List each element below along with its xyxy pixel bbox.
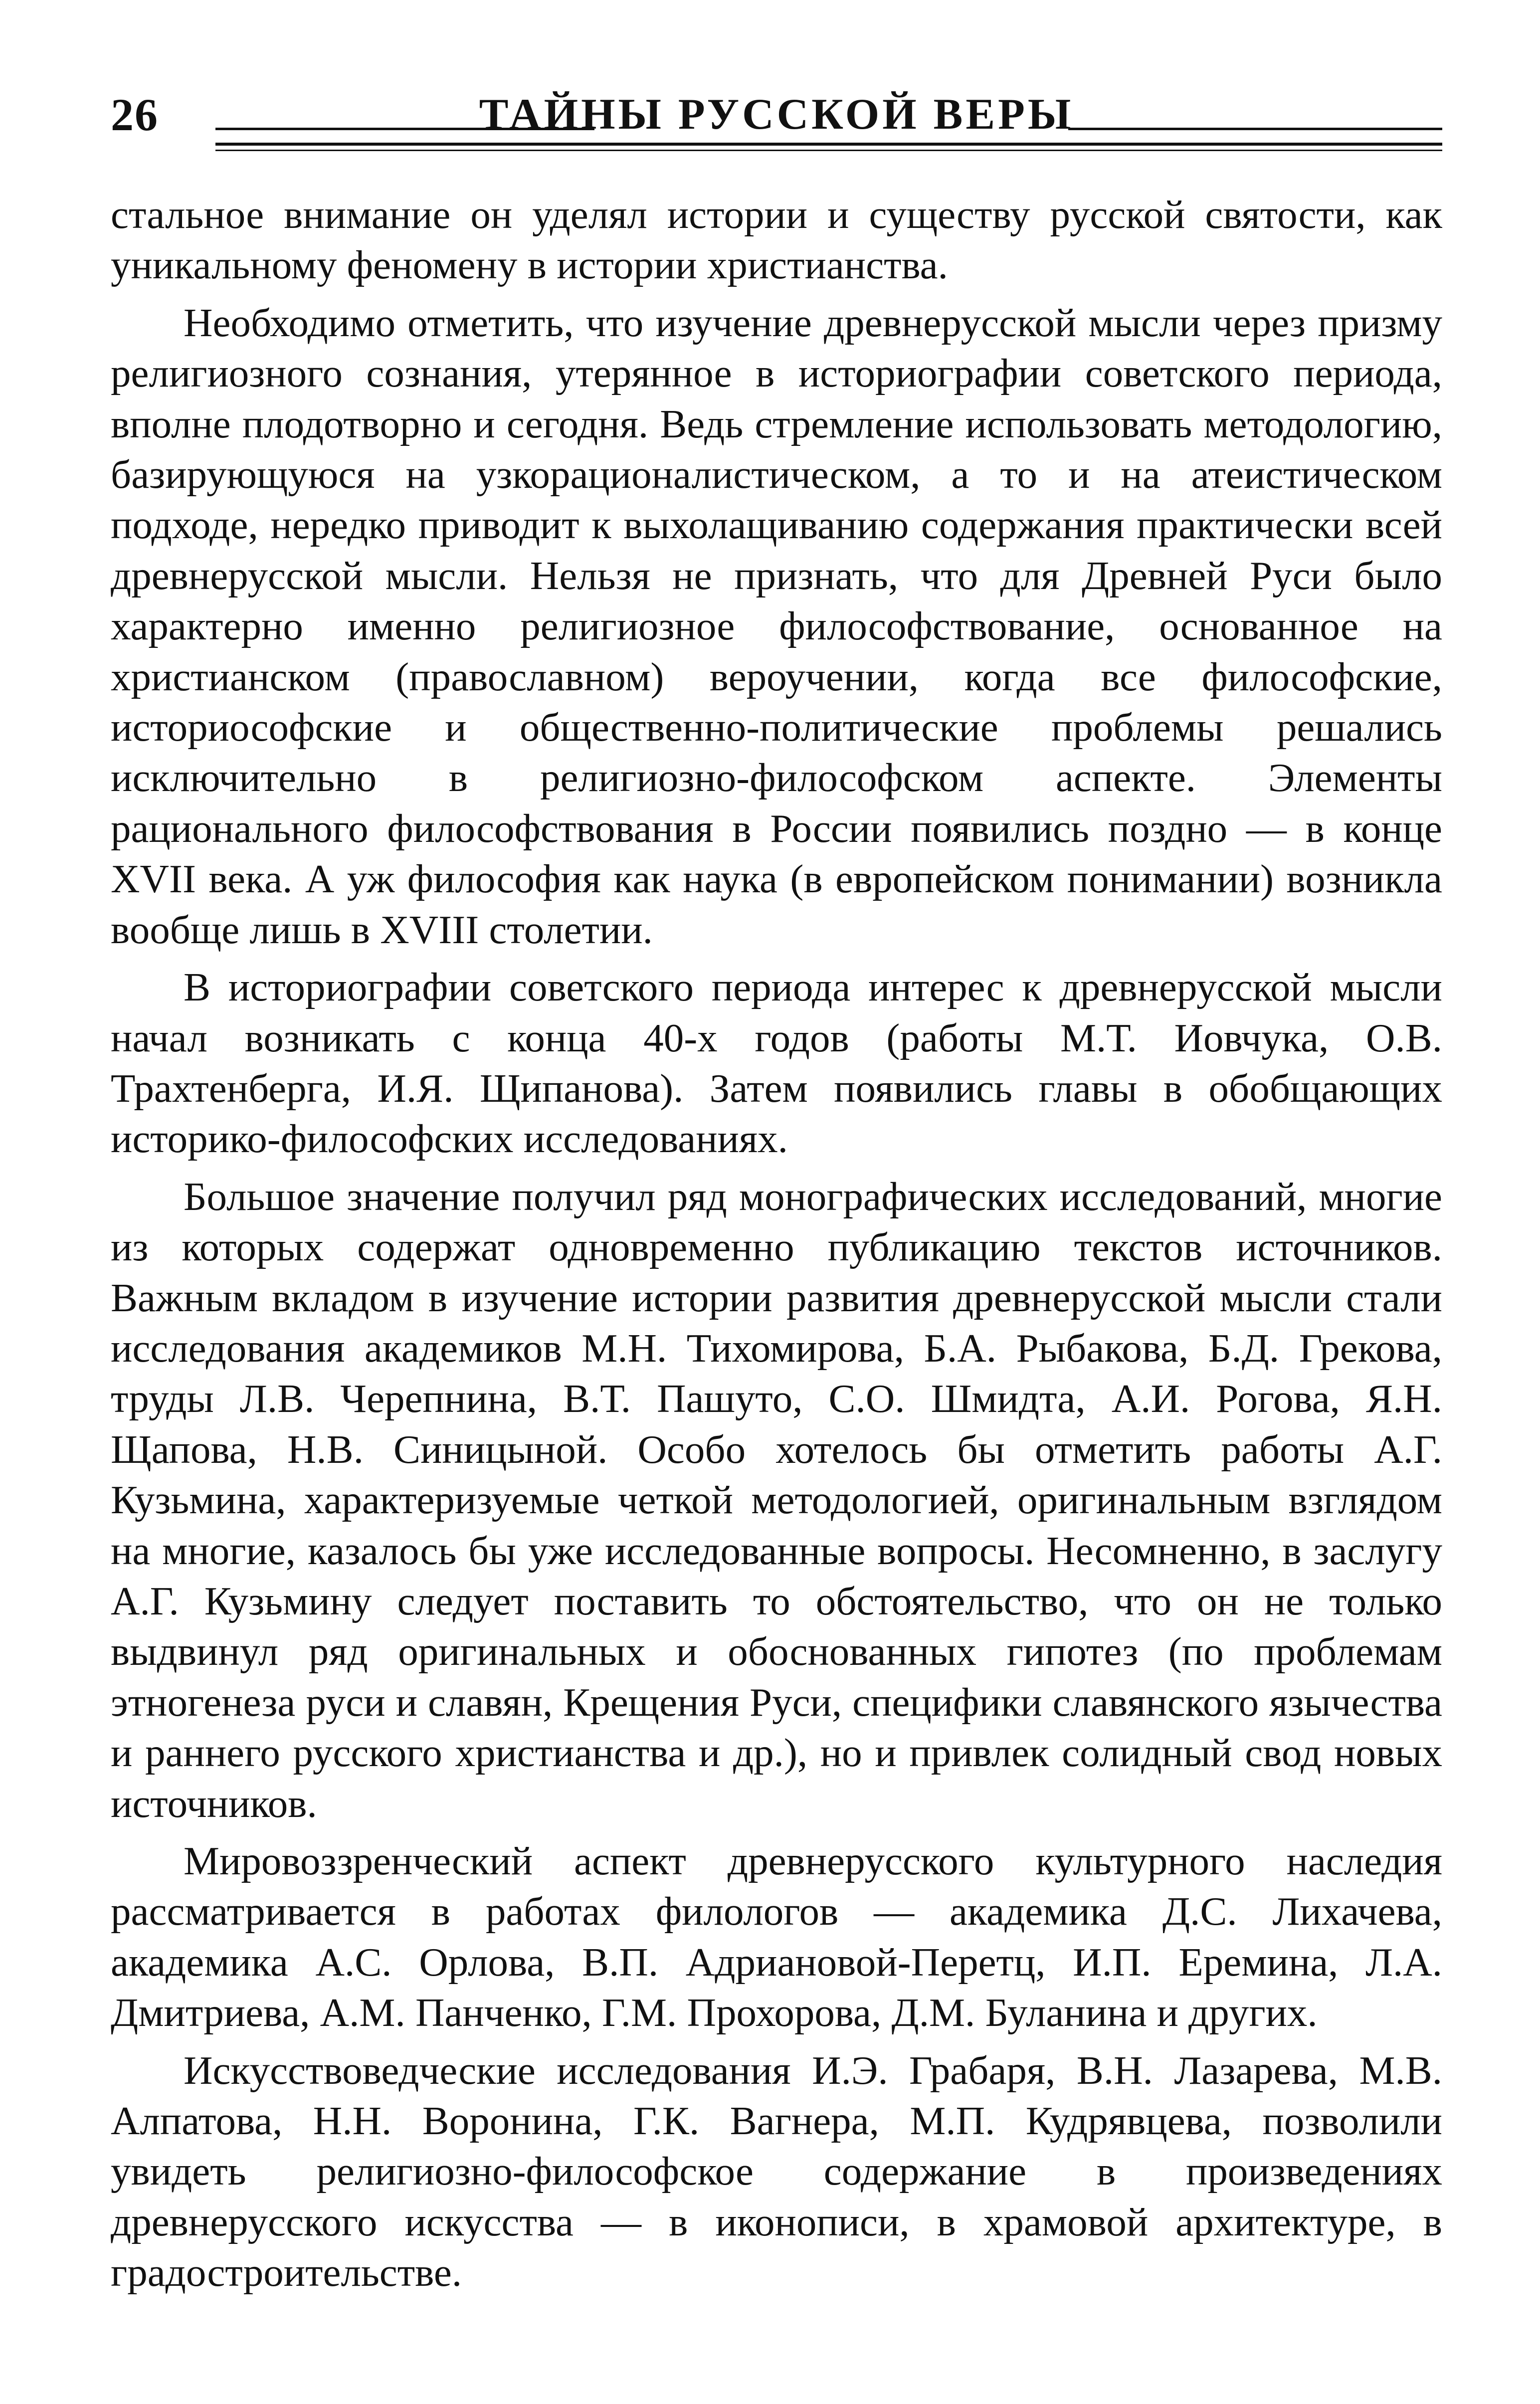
header-rule-thin [215, 150, 1442, 151]
paragraph: Необходимо отметить, что изучение древнерусской мысли через призму религиозного сознания, утерянное в историографии советского периода, вполне плодотворно и сегодня. Ведь стремление использовать методологию, базирующуюся на узкорационалистическом, а то и на атеистическом подходе, нередко приводит к выхолащиванию содержания практически всей древнерусской мысли. Нельзя не признать, что для Древней Руси было характерно именно религиозное философствование, основанное на христианском (православном) вероучении, когда все философские, историософские и общественно-политические проблемы решались исключительно в религиозно-философском аспекте. Элементы рационального философствования в России появились поздно — в конце XVII века. А уж философия как наука (в европейском понимании) возникла вообще лишь в XVIII столетии. [111, 300, 1442, 952]
paragraph: Мировоззренческий аспект древнерусского культурного наследия рассматривается в работах филологов — академика Д.С. Лихачева, академика А.С. Орлова, В.П. Адриановой-Перетц, И.П. Еремина, Л.А. Дмитриева, А.М. Панченко, Г.М. Прохорова, Д.М. Буланина и других. [111, 1838, 1442, 2035]
running-head [111, 85, 1442, 160]
paragraph-continued: стальное внимание он уделял истории и существу русской святости, как уникальному феномену в истории христианства. [111, 192, 1442, 288]
paragraph: Большое значение получил ряд монографических исследований, многие из которых содержат одновременно публикацию текстов источников. Важным вкладом в изучение истории развития древнерусской мысли стали исследования академиков М.Н. Тихомирова, Б.А. Рыбакова, Б.Д. Грекова, труды Л.В. Черепнина, В.Т. Пашуто, С.О. Шмидта, А.И. Рогова, Я.Н. Щапова, Н.В. Синицыной. Особо хотелось бы отметить работы А.Г. Кузьмина, характеризуемые четкой методологией, оригинальным взглядом на многие, казалось бы уже исследованные вопросы. Несомненно, в заслугу А.Г. Кузьмину следует поставить то обстоятельство, что он не только выдвинул ряд оригинальных и обоснованных гипотез (по проблемам этногенеза руси и славян, Крещения Руси, специфики славянского язычества и раннего русского христианства и др.), но и привлек солидный свод новых источников. [111, 1174, 1442, 1826]
body-text [111, 190, 1442, 2305]
paragraph: В историографии советского периода интерес к древнерусской мысли начал возникать с конца 40-х годов (работы М.Т. Иовчука, О.В. Трахтенберга, И.Я. Щипанова). Затем появились главы в обобщающих историко-философских исследованиях. [111, 965, 1442, 1162]
page-number: 26 [111, 89, 159, 140]
running-title: ТАЙНЫ РУССКОЙ ВЕРЫ [479, 90, 1074, 139]
paragraph: Искусствоведческие исследования И.Э. Грабаря, В.Н. Лазарева, М.В. Алпатова, Н.Н. Воронина, Г.К. Вагнера, М.П. Кудрявцева, позволили увидеть религиозно-философское содержание в произведениях древнерусского искусства — в иконописи, в храмовой архитектуре, в градостроительстве. [111, 2047, 1442, 2295]
